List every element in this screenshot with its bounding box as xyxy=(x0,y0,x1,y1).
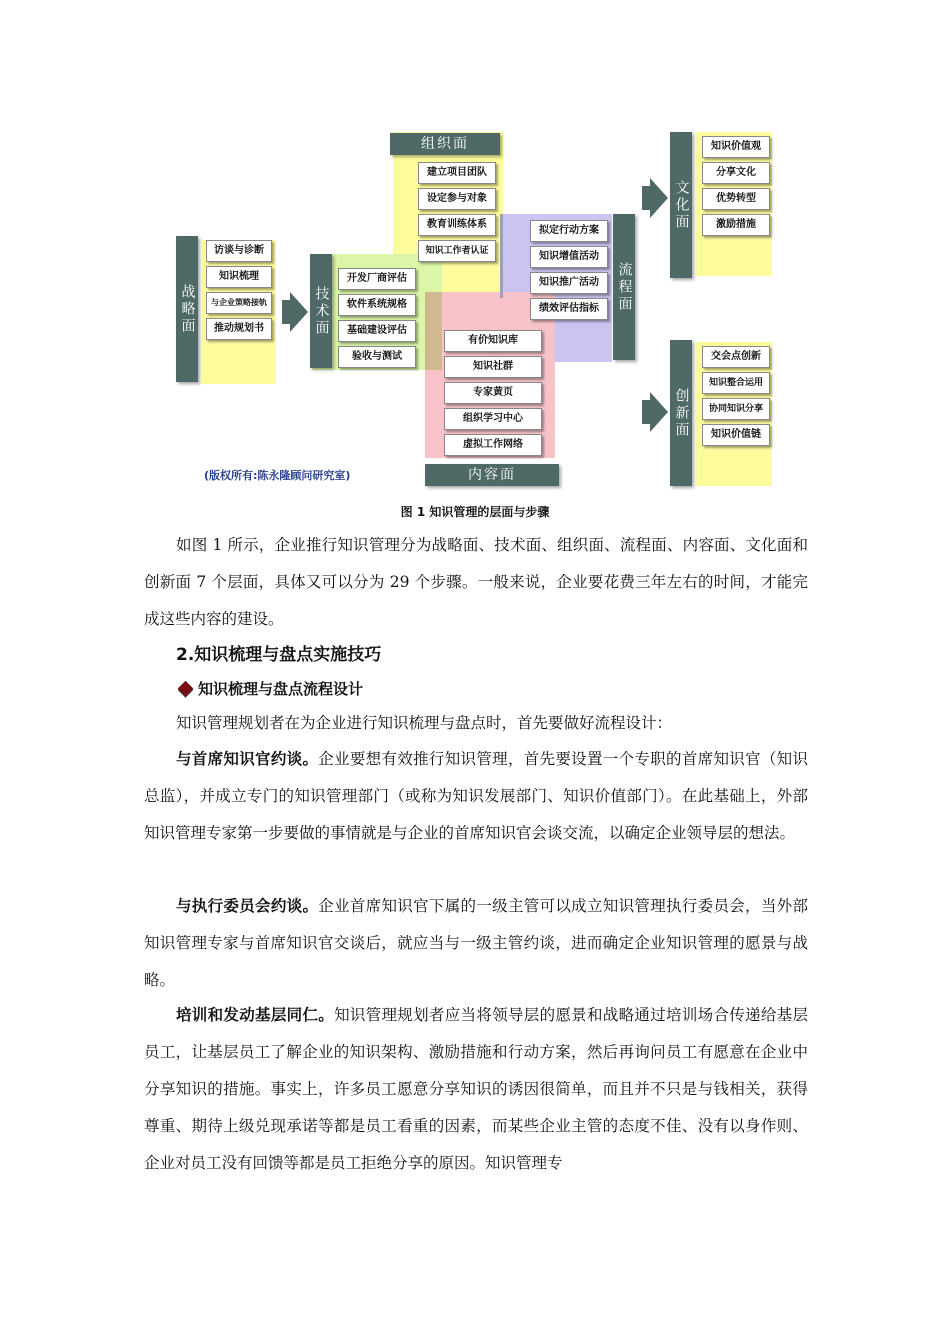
step-box: 绩效评估指标 xyxy=(530,298,608,320)
culture-header: 文化面 xyxy=(670,132,692,278)
content-header: 内容面 xyxy=(425,464,559,486)
step-box: 知识价值观 xyxy=(702,136,770,158)
step-box: 虚拟工作网络 xyxy=(444,434,542,456)
paragraph-text: 知识管理规划者应当将领导层的愿景和战略通过培训场合传递给基层员工，让基层员工了解企业的知识架构、激励措施和行动方案，然后再询问员工有愿意在企业中分享知识的措施。事实上，许多员工愿意分享知识的诱因很简单，而且并不只是与钱相关，获得尊重、期待上级兑现承诺等都是员工看重的因素，而某些企业主管的态度不佳、没有以身作则、企业对员工没有回馈等都是员工拒绝分享的原因。知识管理专 xyxy=(144,1006,808,1172)
step-box: 知识社群 xyxy=(444,356,542,378)
step-box: 基础建设评估 xyxy=(338,320,416,342)
intro-paragraph: 如图 1 所示，企业推行知识管理分为战略面、技术面、组织面、流程面、内容面、文化面和创新面 7 个层面，具体又可以分为 29 个步骤。一般来说，企业要花费三年左右的时间，才能完成这些内容的建设。 xyxy=(144,536,808,628)
body-paragraph xyxy=(144,741,808,852)
step-box: 知识推广活动 xyxy=(530,272,608,294)
paragraph-text: 企业要想有效推行知识管理，首先要设置一个专职的首席知识官（知识总监），并成立专门的知识管理部门（或称为知识发展部门、知识价值部门）。在此基础上，外部知识管理专家第一步要做的事情就是与企业的首席知识官会谈交流，以确定企业领导层的想法。 xyxy=(144,750,808,842)
step-box: 知识整合运用 xyxy=(702,372,770,394)
section-title: 2.知识梳理与盘点实施技巧 xyxy=(176,645,382,665)
paragraph-lead: 与执行委员会约谈。 xyxy=(176,897,319,915)
step-box: 教育训练体系 xyxy=(418,214,496,236)
paragraph-text: 企业首席知识官下属的一级主管可以成立知识管理执行委员会，当外部知识管理专家与首席知识官交谈后，就应当与一级主管约谈，进而确定企业知识管理的愿景与战略。 xyxy=(144,897,808,989)
step-box: 与企业策略接轨 xyxy=(206,292,272,314)
step-box: 开发厂商评估 xyxy=(338,268,416,290)
step-box: 建立项目团队 xyxy=(418,162,496,184)
arrow-stem-strategy xyxy=(282,300,290,324)
arrow-right-icon xyxy=(650,392,668,432)
arrow-stem-culture xyxy=(642,186,650,210)
subsection-title-text: 知识梳理与盘点流程设计 xyxy=(198,680,364,698)
step-box: 软件系统规格 xyxy=(338,294,416,316)
step-box: 交会点创新 xyxy=(702,346,770,368)
copyright-note: (版权所有:陈永隆顾问研究室) xyxy=(204,469,351,482)
subsection-title xyxy=(176,678,363,699)
step-box: 知识增值活动 xyxy=(530,246,608,268)
step-box: 组织学习中心 xyxy=(444,408,542,430)
arrow-right-icon xyxy=(290,292,308,332)
overlap-org-process xyxy=(500,214,503,298)
step-box: 拟定行动方案 xyxy=(530,220,608,242)
innovation-header: 创新面 xyxy=(670,340,692,486)
paragraph-lead: 培训和发动基层同仁。 xyxy=(176,1006,335,1024)
arrow-stem-innovation xyxy=(642,400,650,424)
process-header: 流程面 xyxy=(613,214,635,360)
step-box: 协同知识分享 xyxy=(702,398,770,420)
technology-header: 技术面 xyxy=(310,254,332,368)
overlap-tech-content xyxy=(425,292,442,370)
step-box: 验收与测试 xyxy=(338,346,416,368)
km-diagram xyxy=(172,124,778,492)
step-box: 有价知识库 xyxy=(444,330,542,352)
step-box: 专家黄页 xyxy=(444,382,542,404)
figure-caption: 图 1 知识管理的层面与步骤 xyxy=(400,505,550,519)
body-paragraph xyxy=(144,997,808,1182)
step-box: 激励措施 xyxy=(702,214,770,236)
strategy-header: 战略面 xyxy=(176,236,198,382)
paragraph-lead: 与首席知识官约谈。 xyxy=(176,750,319,768)
step-box: 优势转型 xyxy=(702,188,770,210)
step-box: 推动规划书 xyxy=(206,318,272,340)
step-box: 知识工作者认证 xyxy=(418,240,496,262)
step-box: 知识梳理 xyxy=(206,266,272,288)
diamond-bullet-icon xyxy=(178,681,194,697)
arrow-right-icon xyxy=(650,178,668,218)
step-box: 知识价值链 xyxy=(702,424,770,446)
step-box: 分享文化 xyxy=(702,162,770,184)
step-box: 访谈与诊断 xyxy=(206,240,272,262)
step-box: 设定参与对象 xyxy=(418,188,496,210)
lead-in-paragraph: 知识管理规划者在为企业进行知识梳理与盘点时，首先要做好流程设计： xyxy=(176,714,673,732)
organization-header: 组织面 xyxy=(390,133,500,155)
body-paragraph xyxy=(144,888,808,999)
